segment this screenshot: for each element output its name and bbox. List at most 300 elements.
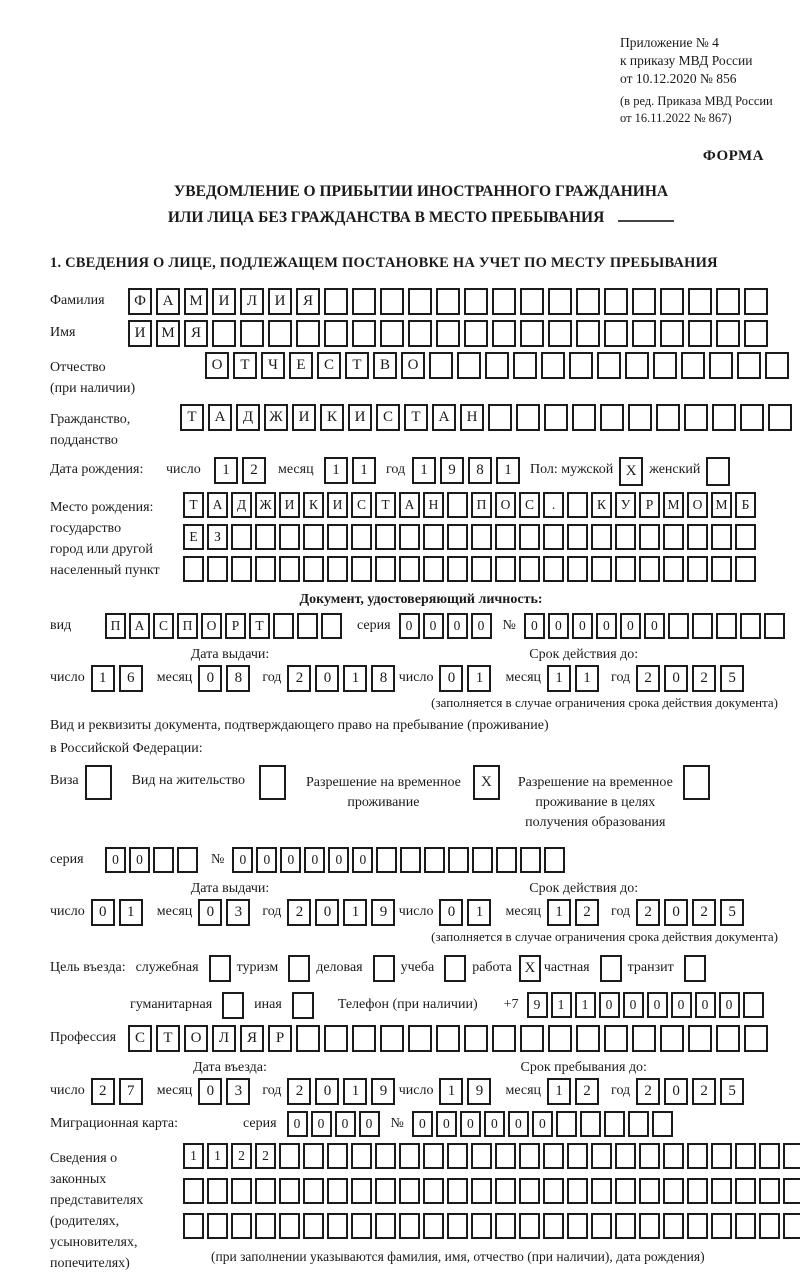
char-cell[interactable] xyxy=(324,288,348,315)
char-cell[interactable]: 0 xyxy=(311,1111,332,1137)
char-cell[interactable] xyxy=(327,1213,348,1239)
char-cell[interactable]: 6 xyxy=(119,665,143,692)
char-cell[interactable] xyxy=(716,613,737,639)
char-cell[interactable]: 8 xyxy=(468,457,492,484)
char-cell[interactable] xyxy=(663,556,684,582)
char-cell[interactable] xyxy=(543,1213,564,1239)
char-cell[interactable]: И xyxy=(268,288,292,315)
char-cell[interactable]: А xyxy=(129,613,150,639)
char-cell[interactable]: 2 xyxy=(636,665,660,692)
char-cell[interactable] xyxy=(399,1213,420,1239)
char-cell[interactable] xyxy=(351,1178,372,1204)
char-cell[interactable] xyxy=(436,320,460,347)
char-cell[interactable] xyxy=(543,556,564,582)
char-cell[interactable] xyxy=(212,320,236,347)
char-cell[interactable]: 0 xyxy=(508,1111,529,1137)
char-cell[interactable] xyxy=(716,1025,740,1052)
char-cell[interactable]: 2 xyxy=(636,899,660,926)
char-cell[interactable] xyxy=(231,1213,252,1239)
char-cell[interactable]: Т xyxy=(233,352,257,379)
char-cell[interactable] xyxy=(711,1143,732,1169)
char-cell[interactable] xyxy=(177,847,198,873)
char-cell[interactable] xyxy=(448,847,469,873)
char-cell[interactable] xyxy=(495,1213,516,1239)
char-cell[interactable]: Т xyxy=(345,352,369,379)
char-cell[interactable] xyxy=(423,556,444,582)
char-cell[interactable] xyxy=(380,288,404,315)
char-cell[interactable] xyxy=(399,1178,420,1204)
purpose-transit-checkbox[interactable] xyxy=(684,955,706,982)
char-cell[interactable]: 0 xyxy=(280,847,301,873)
char-cell[interactable] xyxy=(632,288,656,315)
char-cell[interactable]: 1 xyxy=(551,992,572,1018)
char-cell[interactable] xyxy=(496,847,517,873)
char-cell[interactable]: 0 xyxy=(623,992,644,1018)
char-cell[interactable] xyxy=(556,1111,577,1137)
char-cell[interactable] xyxy=(471,556,492,582)
char-cell[interactable] xyxy=(735,524,756,550)
purpose-study-checkbox[interactable] xyxy=(444,955,466,982)
char-cell[interactable]: И xyxy=(292,404,316,431)
char-cell[interactable]: 0 xyxy=(129,847,150,873)
char-cell[interactable] xyxy=(716,288,740,315)
char-cell[interactable] xyxy=(628,404,652,431)
char-cell[interactable] xyxy=(471,1143,492,1169)
char-cell[interactable]: 0 xyxy=(447,613,468,639)
char-cell[interactable] xyxy=(207,1178,228,1204)
char-cell[interactable] xyxy=(743,992,764,1018)
char-cell[interactable]: 1 xyxy=(547,899,571,926)
char-cell[interactable]: 0 xyxy=(315,665,339,692)
char-cell[interactable]: 0 xyxy=(524,613,545,639)
char-cell[interactable] xyxy=(591,556,612,582)
char-cell[interactable]: Я xyxy=(240,1025,264,1052)
char-cell[interactable]: 5 xyxy=(720,665,744,692)
char-cell[interactable]: М xyxy=(711,492,732,518)
char-cell[interactable] xyxy=(639,1213,660,1239)
char-cell[interactable]: 0 xyxy=(664,665,688,692)
char-cell[interactable] xyxy=(447,524,468,550)
char-cell[interactable] xyxy=(183,556,204,582)
char-cell[interactable]: 2 xyxy=(255,1143,276,1169)
char-cell[interactable]: П xyxy=(471,492,492,518)
char-cell[interactable]: 0 xyxy=(572,613,593,639)
char-cell[interactable] xyxy=(447,492,468,518)
char-cell[interactable]: 0 xyxy=(304,847,325,873)
char-cell[interactable]: 9 xyxy=(467,1078,491,1105)
char-cell[interactable]: Ч xyxy=(261,352,285,379)
char-cell[interactable]: 2 xyxy=(636,1078,660,1105)
char-cell[interactable]: Р xyxy=(225,613,246,639)
char-cell[interactable] xyxy=(653,352,677,379)
char-cell[interactable]: С xyxy=(153,613,174,639)
temp-residence-checkbox[interactable]: X xyxy=(473,765,500,800)
char-cell[interactable]: 0 xyxy=(328,847,349,873)
char-cell[interactable] xyxy=(544,404,568,431)
char-cell[interactable] xyxy=(604,320,628,347)
char-cell[interactable] xyxy=(447,1178,468,1204)
char-cell[interactable] xyxy=(375,1143,396,1169)
char-cell[interactable] xyxy=(495,1178,516,1204)
char-cell[interactable] xyxy=(688,288,712,315)
char-cell[interactable] xyxy=(447,1143,468,1169)
char-cell[interactable] xyxy=(153,847,174,873)
char-cell[interactable] xyxy=(376,847,397,873)
char-cell[interactable] xyxy=(591,524,612,550)
char-cell[interactable] xyxy=(485,352,509,379)
char-cell[interactable] xyxy=(663,524,684,550)
char-cell[interactable]: 1 xyxy=(467,665,491,692)
char-cell[interactable] xyxy=(255,524,276,550)
char-cell[interactable] xyxy=(457,352,481,379)
char-cell[interactable] xyxy=(576,320,600,347)
visa-checkbox[interactable] xyxy=(85,765,112,800)
char-cell[interactable] xyxy=(567,556,588,582)
char-cell[interactable]: У xyxy=(615,492,636,518)
char-cell[interactable] xyxy=(327,1143,348,1169)
char-cell[interactable] xyxy=(687,1213,708,1239)
char-cell[interactable] xyxy=(625,352,649,379)
char-cell[interactable] xyxy=(543,524,564,550)
char-cell[interactable] xyxy=(600,404,624,431)
char-cell[interactable]: 1 xyxy=(119,899,143,926)
char-cell[interactable] xyxy=(255,556,276,582)
char-cell[interactable]: Р xyxy=(268,1025,292,1052)
char-cell[interactable] xyxy=(520,1025,544,1052)
char-cell[interactable] xyxy=(576,288,600,315)
char-cell[interactable]: 1 xyxy=(207,1143,228,1169)
char-cell[interactable]: 0 xyxy=(105,847,126,873)
char-cell[interactable] xyxy=(687,556,708,582)
char-cell[interactable]: 0 xyxy=(664,899,688,926)
char-cell[interactable]: . xyxy=(543,492,564,518)
char-cell[interactable] xyxy=(297,613,318,639)
char-cell[interactable] xyxy=(519,524,540,550)
char-cell[interactable] xyxy=(375,524,396,550)
char-cell[interactable] xyxy=(375,1213,396,1239)
char-cell[interactable]: 0 xyxy=(198,1078,222,1105)
char-cell[interactable]: 1 xyxy=(91,665,115,692)
char-cell[interactable] xyxy=(759,1178,780,1204)
char-cell[interactable]: З xyxy=(207,524,228,550)
char-cell[interactable]: Е xyxy=(183,524,204,550)
char-cell[interactable] xyxy=(408,1025,432,1052)
char-cell[interactable] xyxy=(471,1213,492,1239)
char-cell[interactable]: И xyxy=(348,404,372,431)
purpose-work-checkbox[interactable]: X xyxy=(519,955,541,982)
char-cell[interactable] xyxy=(399,1143,420,1169)
char-cell[interactable]: 3 xyxy=(226,899,250,926)
char-cell[interactable] xyxy=(464,1025,488,1052)
char-cell[interactable]: 0 xyxy=(232,847,253,873)
temp-residence-education-checkbox[interactable] xyxy=(683,765,710,800)
char-cell[interactable]: Т xyxy=(375,492,396,518)
char-cell[interactable]: К xyxy=(591,492,612,518)
char-cell[interactable] xyxy=(447,1213,468,1239)
char-cell[interactable]: 0 xyxy=(198,665,222,692)
char-cell[interactable] xyxy=(735,1143,756,1169)
char-cell[interactable]: М xyxy=(156,320,180,347)
char-cell[interactable]: 0 xyxy=(335,1111,356,1137)
char-cell[interactable]: 2 xyxy=(91,1078,115,1105)
char-cell[interactable]: Л xyxy=(212,1025,236,1052)
char-cell[interactable] xyxy=(255,1178,276,1204)
char-cell[interactable] xyxy=(768,404,792,431)
char-cell[interactable] xyxy=(279,1178,300,1204)
char-cell[interactable]: О xyxy=(184,1025,208,1052)
char-cell[interactable] xyxy=(660,1025,684,1052)
char-cell[interactable]: С xyxy=(128,1025,152,1052)
char-cell[interactable]: 0 xyxy=(596,613,617,639)
char-cell[interactable] xyxy=(759,1213,780,1239)
residence-permit-checkbox[interactable] xyxy=(259,765,286,800)
char-cell[interactable] xyxy=(591,1213,612,1239)
char-cell[interactable] xyxy=(495,524,516,550)
char-cell[interactable]: 2 xyxy=(287,665,311,692)
char-cell[interactable]: 2 xyxy=(231,1143,252,1169)
char-cell[interactable] xyxy=(660,288,684,315)
char-cell[interactable]: 0 xyxy=(439,665,463,692)
char-cell[interactable]: В xyxy=(373,352,397,379)
char-cell[interactable]: 2 xyxy=(575,899,599,926)
char-cell[interactable] xyxy=(765,352,789,379)
char-cell[interactable]: Т xyxy=(156,1025,180,1052)
char-cell[interactable]: 0 xyxy=(620,613,641,639)
char-cell[interactable] xyxy=(183,1213,204,1239)
char-cell[interactable] xyxy=(279,524,300,550)
char-cell[interactable]: Т xyxy=(183,492,204,518)
char-cell[interactable] xyxy=(375,1178,396,1204)
char-cell[interactable] xyxy=(759,1143,780,1169)
char-cell[interactable] xyxy=(408,288,432,315)
char-cell[interactable]: С xyxy=(317,352,341,379)
purpose-business-checkbox[interactable] xyxy=(373,955,395,982)
char-cell[interactable] xyxy=(684,404,708,431)
char-cell[interactable] xyxy=(492,1025,516,1052)
char-cell[interactable]: С xyxy=(519,492,540,518)
char-cell[interactable]: 0 xyxy=(256,847,277,873)
char-cell[interactable]: О xyxy=(205,352,229,379)
char-cell[interactable]: 0 xyxy=(399,613,420,639)
char-cell[interactable]: 1 xyxy=(412,457,436,484)
char-cell[interactable] xyxy=(380,320,404,347)
char-cell[interactable] xyxy=(660,320,684,347)
char-cell[interactable]: Ж xyxy=(264,404,288,431)
char-cell[interactable]: 2 xyxy=(287,899,311,926)
char-cell[interactable]: 7 xyxy=(119,1078,143,1105)
char-cell[interactable]: 2 xyxy=(692,899,716,926)
char-cell[interactable] xyxy=(615,556,636,582)
char-cell[interactable] xyxy=(681,352,705,379)
char-cell[interactable]: О xyxy=(495,492,516,518)
char-cell[interactable] xyxy=(303,1143,324,1169)
char-cell[interactable] xyxy=(543,1143,564,1169)
char-cell[interactable]: 0 xyxy=(436,1111,457,1137)
char-cell[interactable] xyxy=(663,1178,684,1204)
char-cell[interactable] xyxy=(652,1111,673,1137)
char-cell[interactable]: 0 xyxy=(719,992,740,1018)
char-cell[interactable]: 0 xyxy=(439,899,463,926)
char-cell[interactable]: Д xyxy=(236,404,260,431)
char-cell[interactable]: 1 xyxy=(496,457,520,484)
char-cell[interactable]: 1 xyxy=(575,665,599,692)
char-cell[interactable]: Ф xyxy=(128,288,152,315)
char-cell[interactable] xyxy=(303,1178,324,1204)
char-cell[interactable] xyxy=(268,320,292,347)
char-cell[interactable] xyxy=(764,613,785,639)
char-cell[interactable] xyxy=(296,320,320,347)
char-cell[interactable] xyxy=(231,524,252,550)
char-cell[interactable]: 9 xyxy=(371,899,395,926)
char-cell[interactable] xyxy=(423,1178,444,1204)
char-cell[interactable] xyxy=(495,556,516,582)
char-cell[interactable] xyxy=(375,556,396,582)
char-cell[interactable] xyxy=(424,847,445,873)
char-cell[interactable] xyxy=(516,404,540,431)
char-cell[interactable] xyxy=(544,847,565,873)
char-cell[interactable] xyxy=(519,556,540,582)
char-cell[interactable]: 1 xyxy=(183,1143,204,1169)
char-cell[interactable]: 0 xyxy=(647,992,668,1018)
char-cell[interactable] xyxy=(327,556,348,582)
char-cell[interactable]: 8 xyxy=(226,665,250,692)
char-cell[interactable]: 0 xyxy=(548,613,569,639)
char-cell[interactable] xyxy=(464,288,488,315)
char-cell[interactable]: О xyxy=(401,352,425,379)
char-cell[interactable] xyxy=(656,404,680,431)
char-cell[interactable] xyxy=(279,556,300,582)
char-cell[interactable]: 0 xyxy=(315,899,339,926)
char-cell[interactable] xyxy=(513,352,537,379)
sex-male-checkbox[interactable]: X xyxy=(619,457,643,486)
char-cell[interactable]: Е xyxy=(289,352,313,379)
char-cell[interactable]: 1 xyxy=(352,457,376,484)
char-cell[interactable] xyxy=(351,1143,372,1169)
char-cell[interactable] xyxy=(492,288,516,315)
char-cell[interactable]: А xyxy=(432,404,456,431)
char-cell[interactable] xyxy=(351,524,372,550)
char-cell[interactable] xyxy=(783,1213,800,1239)
char-cell[interactable]: Л xyxy=(240,288,264,315)
char-cell[interactable] xyxy=(240,320,264,347)
char-cell[interactable] xyxy=(628,1111,649,1137)
char-cell[interactable]: 9 xyxy=(527,992,548,1018)
char-cell[interactable] xyxy=(711,1178,732,1204)
char-cell[interactable] xyxy=(541,352,565,379)
char-cell[interactable]: 9 xyxy=(440,457,464,484)
char-cell[interactable] xyxy=(231,556,252,582)
char-cell[interactable]: К xyxy=(320,404,344,431)
char-cell[interactable]: 2 xyxy=(575,1078,599,1105)
char-cell[interactable] xyxy=(597,352,621,379)
char-cell[interactable] xyxy=(615,1178,636,1204)
char-cell[interactable]: Т xyxy=(249,613,270,639)
char-cell[interactable] xyxy=(351,556,372,582)
char-cell[interactable] xyxy=(567,1178,588,1204)
char-cell[interactable]: Ж xyxy=(255,492,276,518)
char-cell[interactable]: А xyxy=(207,492,228,518)
char-cell[interactable] xyxy=(740,404,764,431)
char-cell[interactable] xyxy=(399,556,420,582)
char-cell[interactable] xyxy=(400,847,421,873)
char-cell[interactable] xyxy=(688,320,712,347)
char-cell[interactable] xyxy=(663,1143,684,1169)
char-cell[interactable]: Я xyxy=(184,320,208,347)
char-cell[interactable] xyxy=(519,1178,540,1204)
char-cell[interactable] xyxy=(472,847,493,873)
char-cell[interactable] xyxy=(408,320,432,347)
char-cell[interactable]: 3 xyxy=(226,1078,250,1105)
char-cell[interactable] xyxy=(352,288,376,315)
char-cell[interactable]: И xyxy=(327,492,348,518)
char-cell[interactable] xyxy=(436,1025,460,1052)
char-cell[interactable] xyxy=(604,1111,625,1137)
char-cell[interactable] xyxy=(737,352,761,379)
char-cell[interactable] xyxy=(327,524,348,550)
char-cell[interactable] xyxy=(548,320,572,347)
char-cell[interactable]: М xyxy=(663,492,684,518)
char-cell[interactable] xyxy=(380,1025,404,1052)
char-cell[interactable]: 1 xyxy=(439,1078,463,1105)
char-cell[interactable] xyxy=(567,1143,588,1169)
char-cell[interactable] xyxy=(447,556,468,582)
char-cell[interactable] xyxy=(639,556,660,582)
char-cell[interactable] xyxy=(687,1178,708,1204)
purpose-humanitarian-checkbox[interactable] xyxy=(222,992,244,1019)
char-cell[interactable] xyxy=(711,1213,732,1239)
char-cell[interactable] xyxy=(572,404,596,431)
char-cell[interactable] xyxy=(351,1213,372,1239)
char-cell[interactable]: П xyxy=(177,613,198,639)
char-cell[interactable]: А xyxy=(208,404,232,431)
char-cell[interactable] xyxy=(580,1111,601,1137)
char-cell[interactable]: 0 xyxy=(695,992,716,1018)
char-cell[interactable] xyxy=(543,1178,564,1204)
char-cell[interactable]: 5 xyxy=(720,1078,744,1105)
char-cell[interactable] xyxy=(688,1025,712,1052)
char-cell[interactable] xyxy=(639,524,660,550)
char-cell[interactable] xyxy=(591,1143,612,1169)
char-cell[interactable]: 2 xyxy=(287,1078,311,1105)
char-cell[interactable] xyxy=(668,613,689,639)
char-cell[interactable]: С xyxy=(351,492,372,518)
char-cell[interactable] xyxy=(591,1178,612,1204)
char-cell[interactable]: 2 xyxy=(692,1078,716,1105)
char-cell[interactable] xyxy=(567,524,588,550)
char-cell[interactable] xyxy=(255,1213,276,1239)
char-cell[interactable] xyxy=(709,352,733,379)
char-cell[interactable]: Р xyxy=(639,492,660,518)
char-cell[interactable]: 0 xyxy=(198,899,222,926)
char-cell[interactable]: 0 xyxy=(412,1111,433,1137)
char-cell[interactable] xyxy=(615,1143,636,1169)
char-cell[interactable]: 0 xyxy=(599,992,620,1018)
char-cell[interactable] xyxy=(492,320,516,347)
char-cell[interactable]: 1 xyxy=(324,457,348,484)
char-cell[interactable] xyxy=(327,1178,348,1204)
char-cell[interactable] xyxy=(615,1213,636,1239)
char-cell[interactable]: С xyxy=(376,404,400,431)
char-cell[interactable]: Б xyxy=(735,492,756,518)
char-cell[interactable] xyxy=(519,1213,540,1239)
char-cell[interactable] xyxy=(423,1213,444,1239)
char-cell[interactable] xyxy=(576,1025,600,1052)
char-cell[interactable] xyxy=(735,556,756,582)
purpose-tourism-checkbox[interactable] xyxy=(288,955,310,982)
char-cell[interactable] xyxy=(273,613,294,639)
char-cell[interactable]: 1 xyxy=(467,899,491,926)
char-cell[interactable]: 5 xyxy=(720,899,744,926)
